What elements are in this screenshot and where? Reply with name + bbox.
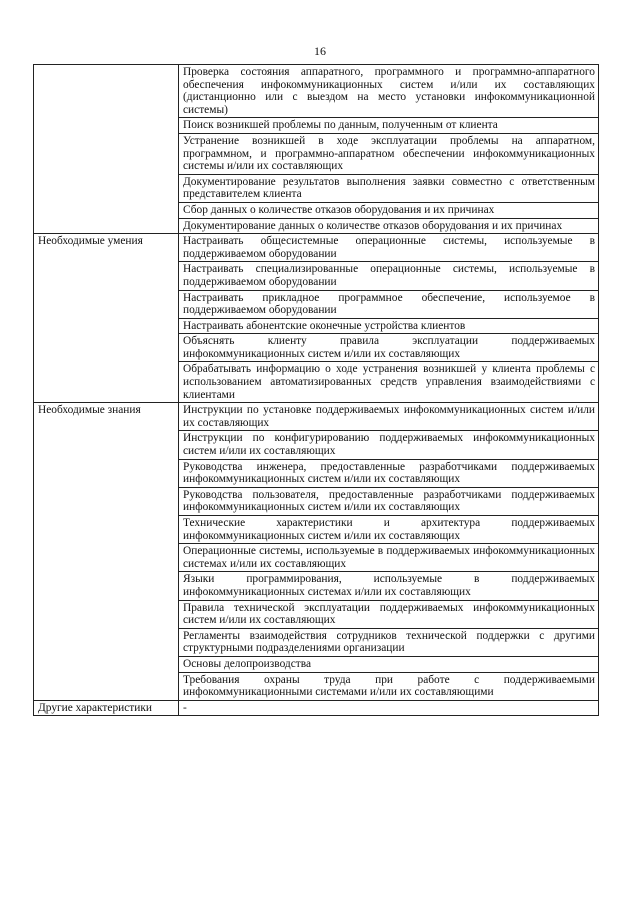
section-item: Проверка состояния аппаратного, программного и программно-аппаратного обеспечения инфокоммуникационных систем и/или их составляющих (дистанционно или с выездом на место установки инфокоммуникационной системы) (179, 65, 599, 118)
section-item: Языки программирования, используемые в поддерживаемых инфокоммуникационных системах и/или их составляющих (179, 572, 599, 600)
section-item: Требования охраны труда при работе с поддерживаемыми инфокоммуникационными системами и/или их составляющими (179, 672, 599, 700)
section-item: Руководства инженера, предоставленные разработчиками поддерживаемых инфокоммуникационных систем и/или их составляющих (179, 459, 599, 487)
section-label: Необходимые знания (34, 403, 179, 700)
table-row (34, 234, 599, 262)
section-item: Инструкции по конфигурированию поддерживаемых инфокоммуникационных систем и/или их составляющих (179, 431, 599, 459)
section-item: Инструкции по установке поддерживаемых инфокоммуникационных систем и/или их составляющих (179, 403, 599, 431)
section-item: Сбор данных о количестве отказов оборудования и их причинах (179, 202, 599, 218)
section-item: Устранение возникшей в ходе эксплуатации проблемы на аппаратном, программном, и программно-аппаратном обеспечении инфокоммуникационных системы и/или их составляющих (179, 133, 599, 174)
section-item: Настраивать специализированные операционные системы, используемые в поддерживаемом оборудовании (179, 262, 599, 290)
requirements-table-body (34, 65, 599, 716)
requirements-table (33, 64, 599, 716)
section-item: Настраивать прикладное программное обеспечение, используемое в поддерживаемом оборудовании (179, 290, 599, 318)
section-item: - (179, 700, 599, 716)
section-item: Регламенты взаимодействия сотрудников технической поддержки с другими структурными подразделениями организации (179, 628, 599, 656)
section-item: Обрабатывать информацию о ходе устранения возникшей у клиента проблемы с использованием автоматизированных средств управления взаимодействиями с клиентами (179, 362, 599, 403)
table-row (34, 65, 599, 118)
table-row (34, 403, 599, 431)
section-item: Объяснять клиенту правила эксплуатации поддерживаемых инфокоммуникационных систем и/или их составляющих (179, 334, 599, 362)
section-label: Необходимые умения (34, 234, 179, 403)
page-number: 16 (314, 44, 326, 58)
section-item: Операционные системы, используемые в поддерживаемых инфокоммуникационных системах и/или их составляющих (179, 544, 599, 572)
section-label: Другие характеристики (34, 700, 179, 716)
section-item: Основы делопроизводства (179, 656, 599, 672)
section-item: Документирование результатов выполнения заявки совместно с ответственным представителем клиента (179, 174, 599, 202)
section-item: Настраивать общесистемные операционные системы, используемые в поддерживаемом оборудовании (179, 234, 599, 262)
section-item: Руководства пользователя, предоставленные разработчиками поддерживаемых инфокоммуникационных систем и/или их составляющих (179, 487, 599, 515)
section-label-empty (34, 65, 179, 234)
table-row (34, 700, 599, 716)
section-item: Технические характеристики и архитектура поддерживаемых инфокоммуникационных систем и/или их составляющих (179, 516, 599, 544)
section-item: Правила технической эксплуатации поддерживаемых инфокоммуникационных систем и/или их составляющих (179, 600, 599, 628)
section-item: Документирование данных о количестве отказов оборудования и их причинах (179, 218, 599, 234)
section-item: Настраивать абонентские оконечные устройства клиентов (179, 318, 599, 334)
section-item: Поиск возникшей проблемы по данным, полученным от клиента (179, 118, 599, 134)
